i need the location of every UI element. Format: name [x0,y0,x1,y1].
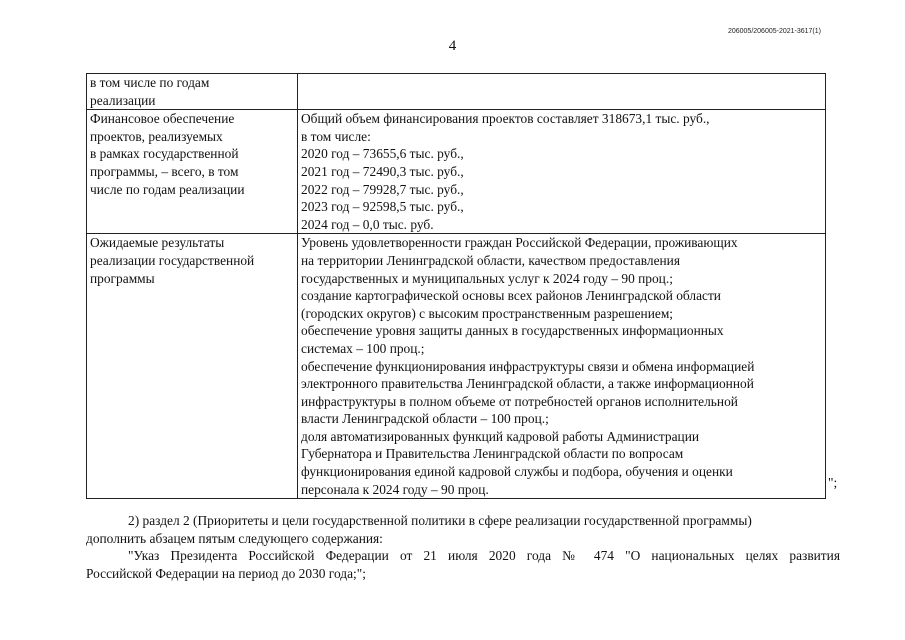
cell-text-line: числе по годам реализации [90,181,245,197]
cell-text-line: в том числе: [301,128,371,144]
cell-text-line: реализации государственной [90,252,255,268]
cell-text-line: Финансовое обеспечение [90,111,235,127]
table-row [87,110,826,234]
cell-text-line: Общий объем финансирования проектов составляет 318673,1 тыс. руб., [301,111,710,127]
cell-text-line: государственных и муниципальных услуг к 2024 году – 90 проц.; [301,270,673,286]
cell-text-line: электронного правительства Ленинградской области, а также информационной [301,376,754,392]
cell-text-line: 2021 год – 72490,3 тыс. руб., [301,163,464,179]
cell-text-line: реализации [90,92,156,108]
cell-text-line: 2023 год – 92598,5 тыс. руб., [301,199,464,215]
cell-text-line: Ожидаемые результаты [90,235,225,251]
row-value-cell [298,74,826,110]
passport-table [86,73,826,499]
amendment-paragraph [86,512,840,547]
cell-text-line: программы, – всего, в том [90,163,239,179]
closing-quote-mark: "; [828,475,838,490]
cell-text-line: 2022 год – 79928,7 тыс. руб., [301,181,464,197]
cell-text-line: персонала к 2024 году – 90 проц. [301,481,489,497]
cell-text-line: обеспечение уровня защиты данных в государственных информационных [301,323,724,339]
table-row [87,234,826,499]
cell-text-line: системах – 100 проц.; [301,340,425,356]
row-value-cell [298,234,826,499]
paragraph-line: "Указ Президента Российской Федерации от 21 июля 2020 года № 474 "О национальных целях развития [128,548,840,563]
cell-text-line: обеспечение функционирования инфраструктуры связи и обмена информацией [301,358,755,374]
row-label-cell [87,234,298,499]
table-body [87,74,826,499]
cell-text-line: в том числе по годам [90,75,210,90]
table-row [87,74,826,110]
cell-text-line: 2020 год – 73655,6 тыс. руб., [301,146,464,162]
cell-text-line: власти Ленинградской области – 100 проц.; [301,411,549,427]
quoted-decree-paragraph [86,547,840,582]
cell-text-line: инфраструктуры в полном объеме от потребностей органов исполнительной [301,393,738,409]
cell-text-line: доля автоматизированных функций кадровой работы Администрации [301,428,700,444]
paragraph-line: 2) раздел 2 (Приоритеты и цели государственной политики в сфере реализации государственной программы) [128,513,752,528]
cell-text-line: (городских округов) с высоким пространственным разрешением; [301,305,674,321]
row-label-cell [87,110,298,234]
document-id: 206005/206005-2021-3617(1) [727,28,821,35]
cell-text-line: создание картографической основы всех районов Ленинградской области [301,288,721,304]
cell-text-line: на территории Ленинградской области, качеством предоставления [301,252,681,268]
cell-text-line: функционирования единой кадровой службы и подбора, обучения и оценки [301,464,733,480]
cell-text-line: Уровень удовлетворенности граждан Российской Федерации, проживающих [301,235,738,251]
page-number: 4 [448,38,457,54]
paragraph-line: Российской Федерации на период до 2030 года;"; [86,565,366,581]
cell-text-line: 2024 год – 0,0 тыс. руб. [301,216,434,232]
row-value-cell [298,110,826,234]
cell-text-line: Губернатора и Правительства Ленинградской области по вопросам [301,446,684,462]
row-label-cell [87,74,298,110]
cell-text-line: в рамках государственной [90,146,239,162]
paragraph-line: дополнить абзацем пятым следующего содержания: [86,530,383,546]
cell-text-line: проектов, реализуемых [90,128,223,144]
cell-text-line: программы [90,270,155,286]
